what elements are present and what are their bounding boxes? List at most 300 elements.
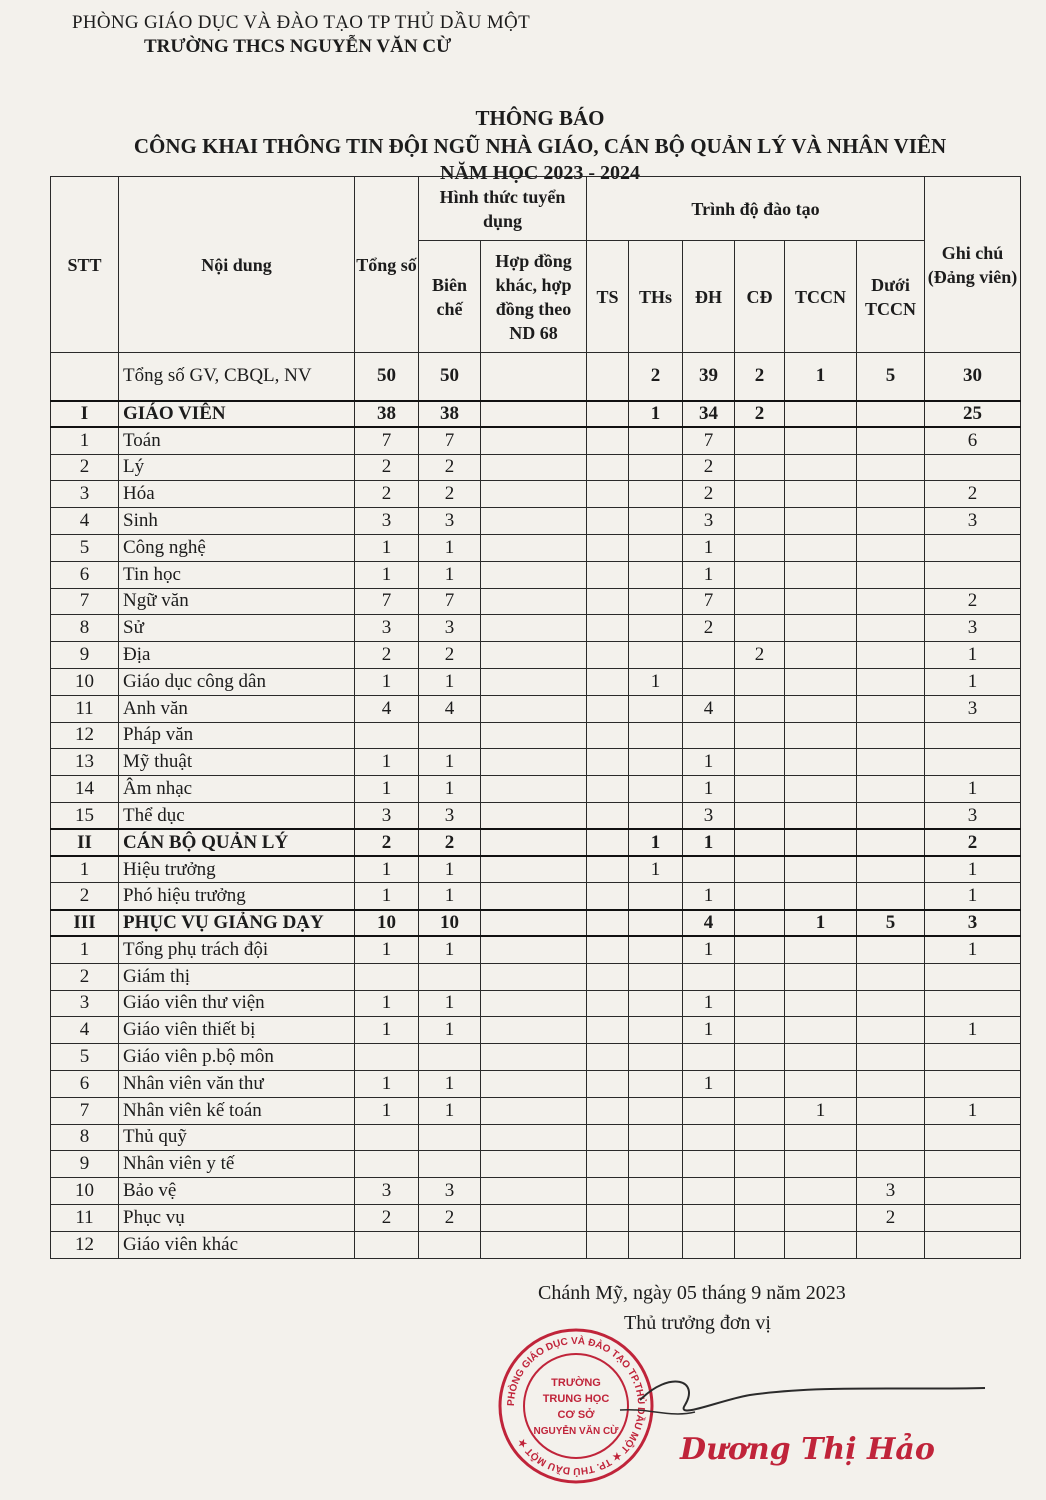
stt-cell: 2 (51, 454, 119, 481)
value-cell (481, 1204, 587, 1231)
value-cell (683, 1044, 735, 1071)
table-row (51, 508, 1021, 535)
value-cell (735, 883, 785, 910)
value-cell (785, 508, 857, 535)
value-cell (629, 776, 683, 803)
value-cell (683, 722, 735, 749)
value-cell (587, 990, 629, 1017)
value-cell: 3 (925, 508, 1021, 535)
value-cell: 2 (355, 454, 419, 481)
value-cell: 3 (355, 1178, 419, 1205)
value-cell (785, 534, 857, 561)
value-cell: 4 (419, 695, 481, 722)
content-cell: Thể dục (119, 802, 355, 829)
table-row (51, 1151, 1021, 1178)
value-cell: 1 (925, 776, 1021, 803)
title-line-3: NĂM HỌC 2023 - 2024 (440, 162, 640, 184)
section-row (51, 401, 1021, 428)
stt-cell: 7 (51, 588, 119, 615)
table-row (51, 963, 1021, 990)
value-cell: 1 (925, 668, 1021, 695)
value-cell (629, 1231, 683, 1258)
value-cell (355, 963, 419, 990)
value-cell (735, 936, 785, 963)
value-cell (587, 856, 629, 883)
table-body (51, 353, 1021, 1259)
value-cell (785, 1231, 857, 1258)
value-cell (857, 695, 925, 722)
value-cell (735, 508, 785, 535)
value-cell (683, 1178, 735, 1205)
value-cell (857, 1231, 925, 1258)
value-cell (735, 427, 785, 454)
value-cell (481, 963, 587, 990)
value-cell: 3 (857, 1178, 925, 1205)
value-cell (735, 722, 785, 749)
value-cell: 1 (683, 829, 735, 856)
value-cell (587, 561, 629, 588)
value-cell (857, 829, 925, 856)
value-cell (785, 1070, 857, 1097)
value-cell: 5 (857, 910, 925, 937)
table-row (51, 1044, 1021, 1071)
value-cell (735, 990, 785, 1017)
value-cell: 3 (683, 508, 735, 535)
content-cell: Sinh (119, 508, 355, 535)
value-cell: 1 (925, 1097, 1021, 1124)
value-cell (735, 1124, 785, 1151)
value-cell (857, 990, 925, 1017)
content-cell: Công nghệ (119, 534, 355, 561)
value-cell (735, 695, 785, 722)
table-row (51, 776, 1021, 803)
value-cell (857, 722, 925, 749)
value-cell (857, 749, 925, 776)
value-cell: 2 (419, 1204, 481, 1231)
content-cell: Lý (119, 454, 355, 481)
value-cell (925, 990, 1021, 1017)
value-cell (481, 1017, 587, 1044)
value-cell (587, 802, 629, 829)
content-cell: Nhân viên văn thư (119, 1070, 355, 1097)
value-cell: 1 (355, 856, 419, 883)
value-cell: 1 (419, 1097, 481, 1124)
value-cell (735, 802, 785, 829)
stt-cell: 11 (51, 695, 119, 722)
value-cell (629, 615, 683, 642)
stt-cell: 11 (51, 1204, 119, 1231)
value-cell (785, 1178, 857, 1205)
stt-cell: 12 (51, 1231, 119, 1258)
value-cell (735, 588, 785, 615)
value-cell (785, 588, 857, 615)
value-cell: 7 (355, 427, 419, 454)
value-cell: 7 (419, 427, 481, 454)
value-cell: 3 (683, 802, 735, 829)
value-cell (587, 883, 629, 910)
value-cell (587, 1231, 629, 1258)
value-cell (785, 883, 857, 910)
value-cell: 2 (419, 481, 481, 508)
value-cell (419, 1044, 481, 1071)
value-cell (735, 561, 785, 588)
value-cell (785, 936, 857, 963)
value-cell (629, 1070, 683, 1097)
value-cell (629, 802, 683, 829)
value-cell (587, 749, 629, 776)
value-cell (481, 749, 587, 776)
stt-cell: 1 (51, 856, 119, 883)
signer-name: Dương Thị Hảo (680, 1432, 935, 1467)
stt-cell: 10 (51, 668, 119, 695)
content-cell: Ngữ văn (119, 588, 355, 615)
value-cell (785, 1017, 857, 1044)
value-cell (481, 722, 587, 749)
header-ths: THs (629, 241, 683, 353)
value-cell (481, 695, 587, 722)
value-cell (785, 481, 857, 508)
value-cell: 1 (355, 534, 419, 561)
value-cell: 2 (419, 642, 481, 669)
value-cell (785, 1204, 857, 1231)
value-cell (481, 615, 587, 642)
value-cell (587, 936, 629, 963)
value-cell (925, 1178, 1021, 1205)
content-cell: Bảo vệ (119, 1178, 355, 1205)
value-cell (857, 1124, 925, 1151)
value-cell: 2 (355, 1204, 419, 1231)
value-cell (629, 1097, 683, 1124)
content-cell: Giáo viên thư viện (119, 990, 355, 1017)
value-cell (785, 1151, 857, 1178)
stt-cell: 6 (51, 561, 119, 588)
value-cell (857, 856, 925, 883)
value-cell (355, 1044, 419, 1071)
value-cell (785, 776, 857, 803)
value-cell (629, 910, 683, 937)
value-cell (735, 1017, 785, 1044)
signing-date: Chánh Mỹ, ngày 05 tháng 9 năm 2023 (538, 1282, 846, 1304)
value-cell: 1 (925, 642, 1021, 669)
content-cell: Toán (119, 427, 355, 454)
table-row (51, 1097, 1021, 1124)
value-cell (629, 990, 683, 1017)
value-cell: 2 (355, 829, 419, 856)
value-cell (785, 963, 857, 990)
value-cell (481, 936, 587, 963)
value-cell (925, 963, 1021, 990)
table-row (51, 615, 1021, 642)
value-cell: 1 (683, 534, 735, 561)
value-cell: 1 (419, 776, 481, 803)
school-name: TRƯỜNG THCS NGUYỄN VĂN CỪ (144, 36, 452, 57)
value-cell (925, 1124, 1021, 1151)
content-cell: Tin học (119, 561, 355, 588)
header-bienche: Biên chế (419, 241, 481, 353)
value-cell (629, 722, 683, 749)
value-cell: 7 (683, 588, 735, 615)
value-cell: 1 (785, 1097, 857, 1124)
value-cell: 2 (355, 481, 419, 508)
value-cell (925, 722, 1021, 749)
value-cell (857, 1151, 925, 1178)
seal-ring-text: PHÒNG GIÁO DỤC VÀ ĐÀO TẠO TP.THỦ DẦU MỘT ★ TP. THỦ DẦU MỘT ★ (505, 1335, 647, 1477)
value-cell: 1 (683, 1070, 735, 1097)
content-cell: Hiệu trưởng (119, 856, 355, 883)
value-cell (735, 1204, 785, 1231)
value-cell: 1 (683, 1017, 735, 1044)
value-cell (629, 588, 683, 615)
value-cell (857, 1017, 925, 1044)
table-row (51, 856, 1021, 883)
value-cell (587, 1178, 629, 1205)
value-cell (629, 534, 683, 561)
value-cell: 2 (355, 642, 419, 669)
value-cell: 2 (419, 829, 481, 856)
value-cell (857, 508, 925, 535)
stt-cell (51, 353, 119, 401)
value-cell (857, 561, 925, 588)
value-cell (857, 588, 925, 615)
table-row (51, 749, 1021, 776)
value-cell: 4 (683, 910, 735, 937)
value-cell (735, 1097, 785, 1124)
seal-line-1: TRƯỜNG (551, 1377, 601, 1389)
table-row (51, 1017, 1021, 1044)
value-cell (925, 561, 1021, 588)
value-cell: 1 (683, 749, 735, 776)
value-cell (587, 401, 629, 428)
header-training: Trình độ đào tạo (587, 177, 925, 241)
value-cell: 1 (925, 883, 1021, 910)
value-cell (481, 668, 587, 695)
value-cell (857, 1097, 925, 1124)
value-cell (481, 481, 587, 508)
value-cell: 1 (629, 668, 683, 695)
value-cell (481, 1070, 587, 1097)
content-cell: GIÁO VIÊN (119, 401, 355, 428)
seal-line-2: TRUNG HỌC (542, 1393, 610, 1405)
header-tccn: TCCN (785, 241, 857, 353)
table-row (51, 883, 1021, 910)
value-cell (735, 910, 785, 937)
value-cell: 30 (925, 353, 1021, 401)
value-cell (629, 1017, 683, 1044)
value-cell (629, 1151, 683, 1178)
value-cell (857, 668, 925, 695)
value-cell (355, 1231, 419, 1258)
value-cell (629, 963, 683, 990)
value-cell (925, 749, 1021, 776)
value-cell: 1 (355, 990, 419, 1017)
table-row (51, 1178, 1021, 1205)
table-row (51, 534, 1021, 561)
value-cell (481, 990, 587, 1017)
value-cell (587, 615, 629, 642)
value-cell (481, 534, 587, 561)
value-cell: 10 (419, 910, 481, 937)
value-cell (735, 1044, 785, 1071)
stt-cell: 6 (51, 1070, 119, 1097)
value-cell (785, 749, 857, 776)
value-cell (587, 454, 629, 481)
header-dh: ĐH (683, 241, 735, 353)
stt-cell: 10 (51, 1178, 119, 1205)
value-cell: 3 (925, 615, 1021, 642)
value-cell: 1 (419, 990, 481, 1017)
value-cell: 1 (419, 1070, 481, 1097)
value-cell (419, 1231, 481, 1258)
value-cell: 1 (785, 910, 857, 937)
stt-cell: 14 (51, 776, 119, 803)
value-cell: 1 (355, 1070, 419, 1097)
stt-cell: 4 (51, 1017, 119, 1044)
value-cell: 1 (785, 353, 857, 401)
stt-cell: 1 (51, 427, 119, 454)
content-cell: Địa (119, 642, 355, 669)
value-cell: 2 (683, 481, 735, 508)
value-cell (683, 642, 735, 669)
org-name: PHÒNG GIÁO DỤC VÀ ĐÀO TẠO TP THỦ DẦU MỘT (72, 12, 530, 33)
value-cell: 1 (925, 856, 1021, 883)
title-line-1: THÔNG BÁO (475, 106, 605, 130)
stt-cell: 15 (51, 802, 119, 829)
table-row (51, 722, 1021, 749)
table-row (51, 1204, 1021, 1231)
content-cell: Pháp văn (119, 722, 355, 749)
value-cell: 1 (683, 936, 735, 963)
value-cell (735, 1151, 785, 1178)
header-recruit: Hình thức tuyển dụng (419, 177, 587, 241)
value-cell (785, 695, 857, 722)
table-row (51, 561, 1021, 588)
value-cell (735, 856, 785, 883)
value-cell (925, 1231, 1021, 1258)
content-cell: CÁN BỘ QUẢN LÝ (119, 829, 355, 856)
stt-cell: 2 (51, 963, 119, 990)
value-cell: 2 (735, 353, 785, 401)
value-cell (857, 1044, 925, 1071)
value-cell (587, 829, 629, 856)
stt-cell: 7 (51, 1097, 119, 1124)
value-cell (683, 668, 735, 695)
value-cell (481, 454, 587, 481)
value-cell: 1 (355, 776, 419, 803)
stt-cell: 4 (51, 508, 119, 535)
value-cell: 2 (925, 481, 1021, 508)
content-cell: Anh văn (119, 695, 355, 722)
value-cell: 1 (629, 401, 683, 428)
value-cell: 1 (355, 1017, 419, 1044)
document-header (72, 12, 530, 58)
value-cell (587, 427, 629, 454)
value-cell: 1 (419, 1017, 481, 1044)
value-cell (481, 508, 587, 535)
value-cell (587, 1044, 629, 1071)
value-cell (785, 427, 857, 454)
content-cell: Mỹ thuật (119, 749, 355, 776)
value-cell (481, 1231, 587, 1258)
value-cell (481, 561, 587, 588)
value-cell: 2 (683, 615, 735, 642)
value-cell (481, 1124, 587, 1151)
table-row (51, 668, 1021, 695)
value-cell: 1 (419, 561, 481, 588)
header-ts: TS (587, 241, 629, 353)
value-cell: 2 (683, 454, 735, 481)
value-cell (857, 481, 925, 508)
value-cell (735, 454, 785, 481)
value-cell: 3 (355, 615, 419, 642)
stt-cell: III (51, 910, 119, 937)
value-cell (629, 1178, 683, 1205)
value-cell (857, 534, 925, 561)
value-cell: 6 (925, 427, 1021, 454)
value-cell (925, 534, 1021, 561)
value-cell (785, 829, 857, 856)
value-cell (629, 642, 683, 669)
value-cell (629, 1044, 683, 1071)
value-cell: 3 (925, 695, 1021, 722)
table-row (51, 1070, 1021, 1097)
value-cell (857, 427, 925, 454)
signer-role: Thủ trưởng đơn vị (624, 1312, 771, 1334)
header-content: Nội dung (119, 177, 355, 353)
value-cell (785, 1044, 857, 1071)
table-row (51, 936, 1021, 963)
content-cell: Phó hiệu trưởng (119, 883, 355, 910)
value-cell (629, 508, 683, 535)
document-title (60, 104, 1020, 186)
value-cell (683, 1151, 735, 1178)
header-duoi-tccn: Dưới TCCN (857, 241, 925, 353)
content-cell: Giám thị (119, 963, 355, 990)
table-row (51, 642, 1021, 669)
value-cell: 1 (683, 990, 735, 1017)
value-cell (735, 1231, 785, 1258)
stt-cell: 13 (51, 749, 119, 776)
total-row (51, 353, 1021, 401)
value-cell (587, 481, 629, 508)
value-cell: 34 (683, 401, 735, 428)
value-cell (785, 454, 857, 481)
value-cell (735, 963, 785, 990)
value-cell (735, 749, 785, 776)
value-cell (587, 668, 629, 695)
value-cell (735, 776, 785, 803)
stt-cell: 1 (51, 936, 119, 963)
value-cell: 1 (419, 883, 481, 910)
value-cell: 3 (419, 615, 481, 642)
stt-cell: 8 (51, 1124, 119, 1151)
value-cell (419, 963, 481, 990)
value-cell: 1 (683, 776, 735, 803)
value-cell: 3 (355, 508, 419, 535)
content-cell: Nhân viên kế toán (119, 1097, 355, 1124)
value-cell: 1 (355, 749, 419, 776)
value-cell: 5 (857, 353, 925, 401)
value-cell (481, 401, 587, 428)
value-cell (587, 534, 629, 561)
value-cell (683, 1204, 735, 1231)
stt-cell: 9 (51, 1151, 119, 1178)
value-cell (925, 1151, 1021, 1178)
value-cell (785, 802, 857, 829)
header-note: Ghi chú (Đảng viên) (925, 177, 1021, 353)
value-cell (785, 401, 857, 428)
content-cell: Giáo viên thiết bị (119, 1017, 355, 1044)
value-cell: 2 (925, 588, 1021, 615)
